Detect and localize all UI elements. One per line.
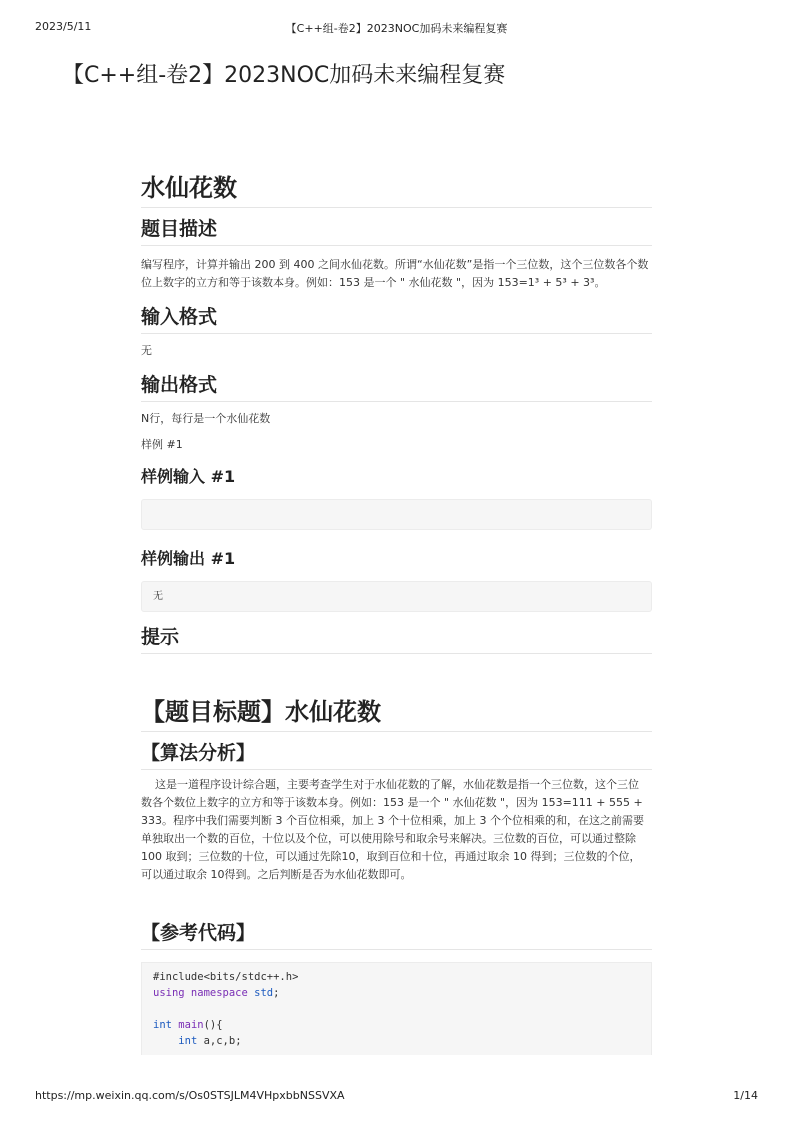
analysis-line: 可以通过取余 10得到。之后判断是否为水仙花数即可。 xyxy=(141,868,412,881)
code-indent xyxy=(153,1035,178,1047)
description-paragraph xyxy=(141,256,652,292)
analysis-line: 单独取出一个数的百位，十位以及个位，可以使用除号和取余号来解决。三位数的百位，可以通过整除 xyxy=(141,832,636,845)
solution-title: 【题目标题】水仙花数 xyxy=(141,690,652,732)
code-include: #include<bits/stdc++.h> xyxy=(153,971,299,983)
analysis-line: 333。程序中我们需要判断 3 个百位相乘，加上 3 个十位相乘，加上 3 个个位相乘的和，在这之前需要 xyxy=(141,814,644,827)
description-line: 编写程序，计算并输出 200 到 400 之间水仙花数。所谓“水仙花数”是指一个三位数，这个三位数各个数 xyxy=(141,258,649,271)
sample-output-box: 无 xyxy=(141,581,652,612)
input-format-text: 无 xyxy=(141,344,152,357)
analysis-line: 100 取到；三位数的十位，可以通过先除10，取到百位和十位，再通过取余 10 得到；三位数的个位， xyxy=(141,850,641,863)
page-number: 1/14 xyxy=(733,1089,758,1102)
description-line: 位上数字的立方和等于该数本身。例如：153 是一个 " 水仙花数 "，因为 153=1³ + 5³ + 3³。 xyxy=(141,276,606,289)
description-heading: 题目描述 xyxy=(141,212,652,246)
code-line xyxy=(153,1033,640,1049)
code-function: main xyxy=(178,1019,204,1031)
output-format-text: N行，每行是一个水仙花数 xyxy=(141,412,271,425)
code-heading: 【参考代码】 xyxy=(141,916,652,950)
code-line xyxy=(153,1017,640,1033)
problem-title: 水仙花数 xyxy=(141,166,652,208)
code-punct: (){ xyxy=(203,1019,223,1031)
analysis-heading: 【算法分析】 xyxy=(141,736,652,770)
print-title: 【C++组-卷2】2023NOC加码未来编程复赛 xyxy=(285,22,508,35)
output-format-heading: 输出格式 xyxy=(141,368,652,402)
print-url: https://mp.weixin.qq.com/s/Os0STSJLM4VHpxbbNSSVXA xyxy=(35,1089,345,1102)
analysis-line: 这是一道程序设计综合题，主要考查学生对于水仙花数的了解，水仙花数是指一个三位数，这个三位 xyxy=(141,778,639,791)
code-text: a,c,b; xyxy=(203,1035,242,1047)
hint-heading: 提示 xyxy=(141,620,652,654)
analysis-line: 数各个数位上数字的立方和等于该数本身。例如：153 是一个 " 水仙花数 "，因为 153=111 + 555 + xyxy=(141,796,643,809)
code-line xyxy=(153,985,640,1001)
print-date: 2023/5/11 xyxy=(35,20,92,33)
sample-input-box xyxy=(141,499,652,530)
document-title: 【C++组-卷2】2023NOC加码未来编程复赛 xyxy=(62,63,506,88)
print-footer xyxy=(35,1089,758,1105)
code-keyword: using namespace xyxy=(153,987,248,999)
sample-label: 样例 #1 xyxy=(141,438,183,451)
code-type: int xyxy=(178,1035,198,1047)
code-namespace: std xyxy=(254,987,274,999)
code-line xyxy=(153,969,640,985)
sample-input-heading: 样例输入 #1 xyxy=(141,467,236,486)
code-punct: ; xyxy=(273,987,280,999)
article-content xyxy=(141,166,652,1055)
code-type: int xyxy=(153,1019,172,1031)
analysis-paragraph xyxy=(141,776,652,884)
code-line xyxy=(153,1001,640,1017)
sample-output-heading: 样例输出 #1 xyxy=(141,549,236,568)
code-block xyxy=(141,962,652,1055)
input-format-heading: 输入格式 xyxy=(141,300,652,334)
print-header xyxy=(35,20,758,36)
